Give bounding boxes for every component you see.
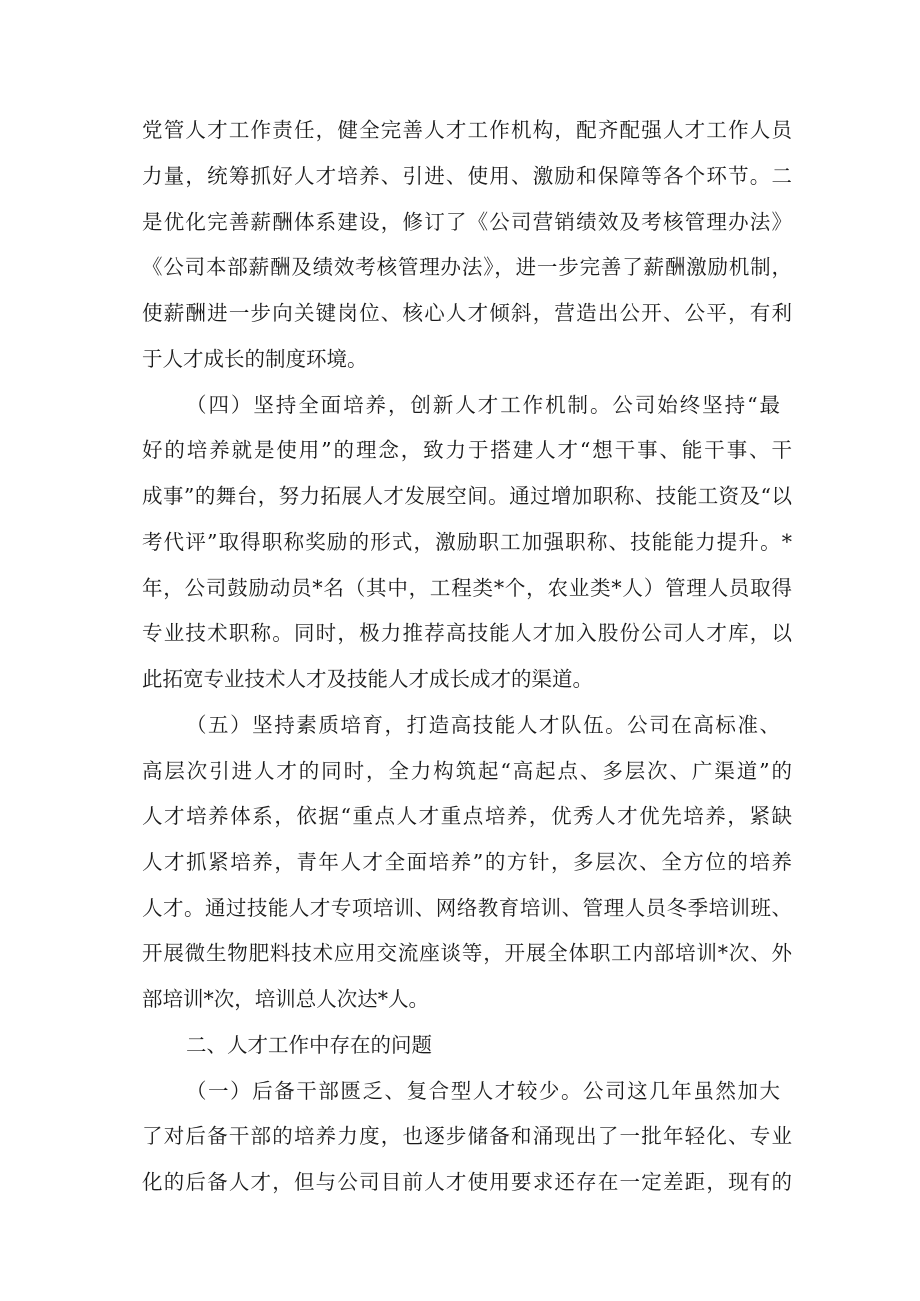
- text-line: 于人才成长的制度环境。: [142, 347, 368, 371]
- text-line: 化的后备人才，但与公司目前人才使用要求还存在一定差距，现有的: [142, 1170, 792, 1194]
- text-line: 好的培养就是使用”的理念，致力于搭建人才“想干事、能干事、干: [142, 438, 792, 462]
- text-line: 考代评”取得职称奖励的形式，激励职工加强职称、技能能力提升。*: [142, 530, 792, 554]
- text-line: 专业技术职称。同时，极力推荐高技能人才加入股份公司人才库，以: [142, 621, 792, 645]
- section-heading-1: （一）后备干部匮乏、复合型人才较少。公司这几年虽然加大: [186, 1079, 780, 1103]
- section-heading-4: （四）坚持全面培养，创新人才工作机制。公司始终坚持“最: [186, 393, 780, 417]
- text-line: 党管人才工作责任，健全完善人才工作机构，配齐配强人才工作人员: [142, 118, 792, 142]
- text-line: 高层次引进人才的同时，全力构筑起“高起点、多层次、广渠道”的: [142, 759, 792, 783]
- text-line: 使薪酬进一步向关键岗位、核心人才倾斜，营造出公开、公平，有利: [142, 301, 792, 325]
- text-line: 部培训*次，培训总人次达*人。: [142, 987, 429, 1011]
- text-line: 人才。通过技能人才专项培训、网络教育培训、管理人员冬季培训班、: [142, 896, 792, 920]
- text-line: 成事”的舞台，努力拓展人才发展空间。通过增加职称、技能工资及“以: [142, 484, 792, 508]
- section-heading-5: （五）坚持素质培育，打造高技能人才队伍。公司在高标准、: [186, 713, 780, 737]
- text-line: 开展微生物肥料技术应用交流座谈等，开展全体职工内部培训*次、外: [142, 941, 792, 965]
- text-line: 人才培养体系，依据“重点人才重点培养，优秀人才优先培养，紧缺: [142, 804, 792, 828]
- text-line: 力量，统筹抓好人才培养、引进、使用、激励和保障等各个环节。二: [142, 164, 792, 188]
- chapter-heading: 二、人才工作中存在的问题: [186, 1033, 432, 1057]
- text-line: 人才抓紧培养，青年人才全面培养”的方针，多层次、全方位的培养: [142, 850, 792, 874]
- text-line: 是优化完善薪酬体系建设，修订了《公司营销绩效及考核管理办法》: [142, 210, 792, 234]
- text-line: 了对后备干部的培养力度，也逐步储备和涌现出了一批年轻化、专业: [142, 1124, 792, 1148]
- text-line: 此拓宽专业技术人才及技能人才成长成才的渠道。: [142, 667, 593, 691]
- text-line: 《公司本部薪酬及绩效考核管理办法》，进一步完善了薪酬激励机制，: [142, 255, 792, 279]
- text-line: 年，公司鼓励动员*名（其中，工程类*个，农业类*人）管理人员取得: [142, 576, 792, 600]
